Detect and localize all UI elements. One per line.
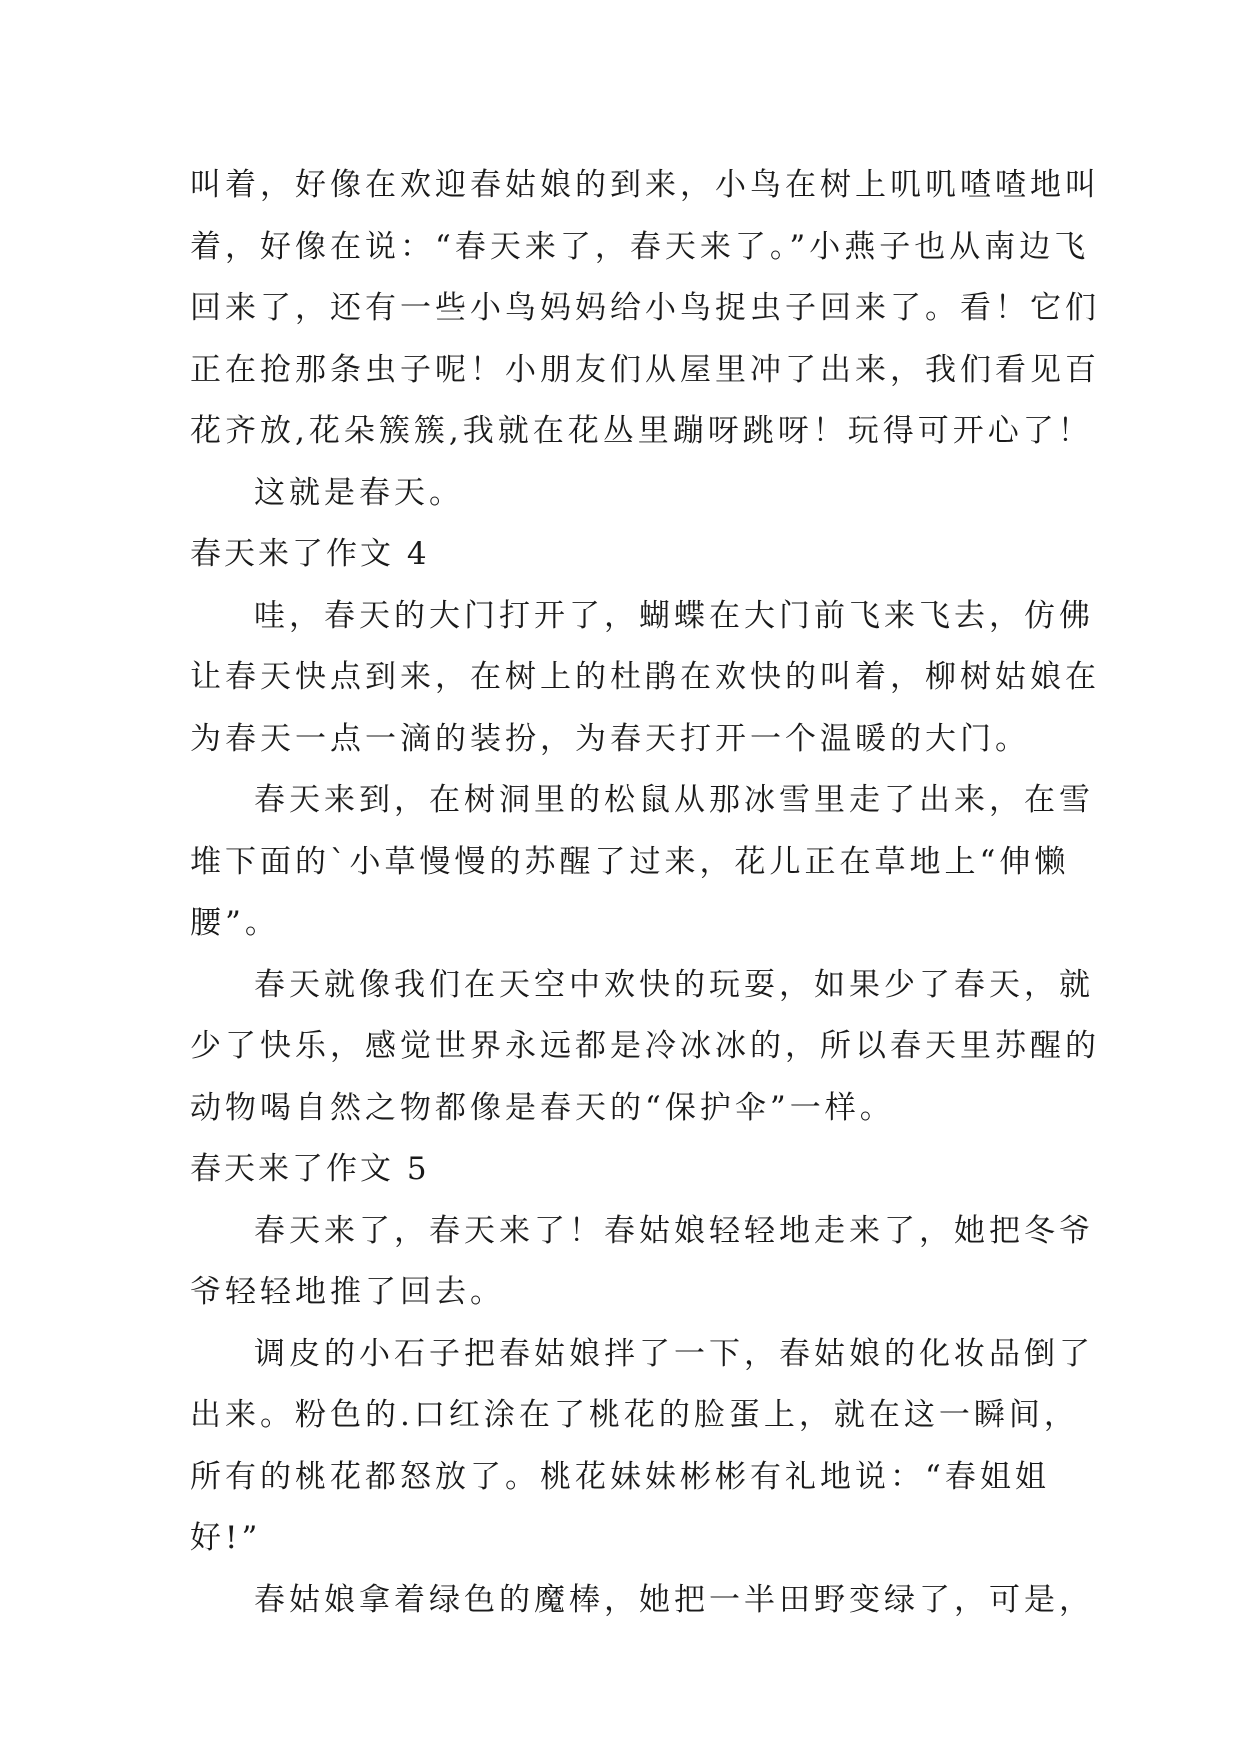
text-line: 所有的桃花都怒放了。桃花妹妹彬彬有礼地说：“春姐姐 [190, 1458, 1050, 1495]
document-body [190, 155, 1100, 1631]
text-line: 爷轻轻地推了回去。 [190, 1274, 505, 1310]
section-heading: 春天来了作文 5 [190, 1151, 430, 1187]
section-heading: 春天来了作文 4 [190, 536, 430, 572]
text-line: 为春天一点一滴的装扮，为春天打开一个温暖的大门。 [190, 720, 1030, 757]
text-line: 春天来到，在树洞里的松鼠从那冰雪里走了出来，在雪 [254, 782, 1094, 818]
text-line: 让春天快点到来，在树上的杜鹃在欢快的叫着，柳树姑娘在 [190, 659, 1100, 695]
text-line: 花齐放,花朵簇簇,我就在花丛里蹦呀跳呀！玩得可开心了！ [190, 413, 1093, 449]
text-line: 春姑娘拿着绿色的魔棒，她把一半田野变绿了，可是， [254, 1581, 1094, 1618]
text-line: 这就是春天。 [254, 474, 464, 511]
text-line: 叫着，好像在欢迎春姑娘的到来，小鸟在树上叽叽喳喳地叫 [190, 167, 1100, 203]
text-line: 动物喝自然之物都像是春天的“保护伞”一样。 [190, 1089, 895, 1126]
text-line: 堆下面的`小草慢慢的苏醒了过来，花儿正在草地上“伸懒 [190, 843, 1070, 880]
text-line: 腰”。 [190, 905, 280, 941]
text-line: 好!” [190, 1520, 262, 1556]
text-line: 哇，春天的大门打开了，蝴蝶在大门前飞来飞去，仿佛 [254, 597, 1094, 634]
text-line: 着，好像在说：“春天来了，春天来了。”小燕子也从南边飞 [190, 228, 1090, 265]
text-line: 调皮的小石子把春姑娘拌了一下，春姑娘的化妆品倒了 [254, 1335, 1094, 1372]
text-line: 春天就像我们在天空中欢快的玩耍，如果少了春天，就 [254, 966, 1094, 1003]
text-line: 春天来了，春天来了！春姑娘轻轻地走来了，她把冬爷 [254, 1212, 1094, 1249]
text-line: 回来了，还有一些小鸟妈妈给小鸟捉虫子回来了。看！它们 [190, 290, 1100, 326]
text-line: 正在抢那条虫子呢！小朋友们从屋里冲了出来，我们看见百 [190, 351, 1100, 388]
text-line: 出来。粉色的.口红涂在了桃花的脸蛋上，就在这一瞬间， [190, 1397, 1079, 1433]
text-line: 少了快乐，感觉世界永远都是冷冰冰的，所以春天里苏醒的 [190, 1028, 1100, 1064]
